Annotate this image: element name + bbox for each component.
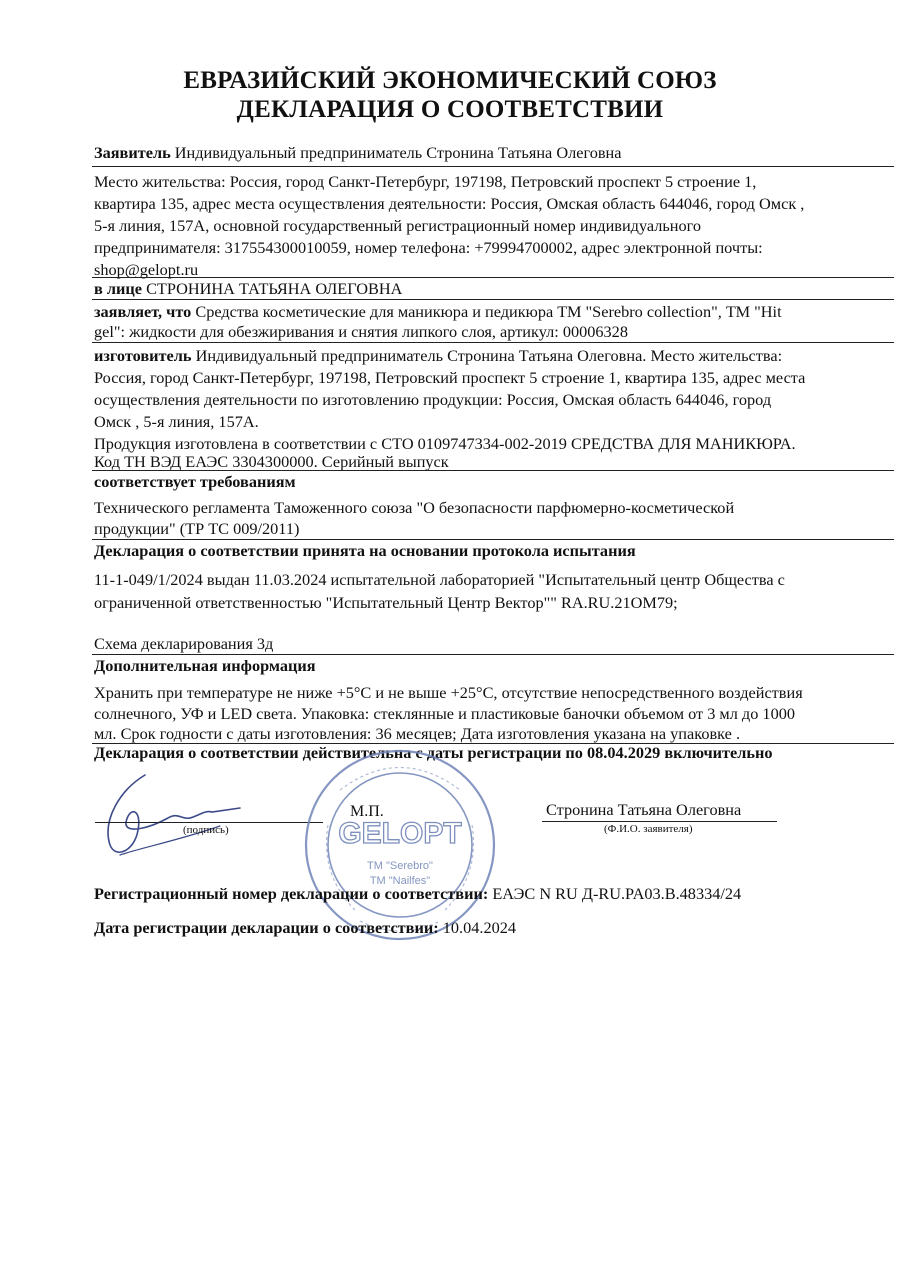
company-stamp xyxy=(300,745,500,945)
applicant-address-line: квартира 135, адрес места осуществления деятельности: Россия, Омская область 644046, город Омск , xyxy=(94,194,805,213)
divider xyxy=(92,299,894,300)
stamp-tm1: TM "Serebro" xyxy=(367,860,433,872)
applicant-line xyxy=(94,142,894,164)
divider xyxy=(92,166,894,167)
applicant-value: Индивидуальный предприниматель Стронина Татьяна Олеговна xyxy=(170,143,622,162)
validity-text: Декларация о соответствии действительна с даты регистрации по 08.04.2029 включительно xyxy=(94,743,773,762)
additional-label xyxy=(94,655,894,677)
manufacturer-line: Омск , 5-я линия, 157А. xyxy=(94,412,259,431)
additional-line: мл. Срок годности с даты изготовления: 36 месяцев; Дата изготовления указана на упаковке . xyxy=(94,724,741,743)
applicant-name: Стронина Татьяна Олеговна xyxy=(546,800,742,819)
seal-place-label: М.П. xyxy=(350,803,384,820)
applicant-address-line: 5-я линия, 157А, основной государственный регистрационный номер индивидуального xyxy=(94,216,702,235)
registration-number-line xyxy=(94,883,894,905)
applicant-address-line: Место жительства: Россия, город Санкт-Петербург, 197198, Петровский проспект 5 строение 1, xyxy=(94,172,757,191)
divider xyxy=(92,342,894,343)
stamp-tm2: TM "Nailfes" xyxy=(369,875,431,887)
representative-label: в лице xyxy=(94,279,142,298)
union-title: ЕВРАЗИЙСКИЙ ЭКОНОМИЧЕСКИЙ СОЮЗ xyxy=(183,67,717,94)
requirements-line: продукции" (ТР ТС 009/2011) xyxy=(94,519,300,538)
registration-number-label: Регистрационный номер декларации о соответствии: xyxy=(94,884,489,903)
requirements-label xyxy=(94,471,894,493)
registration-date-label: Дата регистрации декларации о соответствии: xyxy=(94,918,439,937)
declares-value: Средства косметические для маникюра и педикюра ТМ "Serebro collection", ТМ "Hit xyxy=(191,302,782,321)
declares-label: заявляет, что xyxy=(94,302,192,321)
registration-date-value: 10.04.2024 xyxy=(438,918,517,937)
name-caption: (Ф.И.О. заявителя) xyxy=(604,823,693,835)
manufacturer-label: изготовитель xyxy=(94,346,192,365)
requirements-label-text: соответствует требованиям xyxy=(94,472,296,491)
basis-line: ограниченной ответственностью "Испытательный Центр Вектор"" RA.RU.21ОМ79; xyxy=(94,593,678,612)
manufacturer-line: осуществления деятельности по изготовлению продукции: Россия, Омская область 644046, город xyxy=(94,390,772,409)
representative-line xyxy=(94,278,894,300)
document-title: ДЕКЛАРАЦИЯ О СООТВЕТСТВИИ xyxy=(236,96,664,123)
manufacturer-value: Индивидуальный предприниматель Стронина Татьяна Олеговна. Место жительства: xyxy=(191,346,783,365)
stamp-brand: GELOPT xyxy=(338,817,462,850)
additional-line: Хранить при температуре не ниже +5°С и не выше +25°С, отсутствие непосредственного воздействия xyxy=(94,683,803,702)
basis-line: 11-1-049/1/2024 выдан 11.03.2024 испытательной лабораторией "Испытательный центр Общества с xyxy=(94,570,785,589)
registration-number-value: ЕАЭС N RU Д-RU.PA03.B.48334/24 xyxy=(488,884,742,903)
additional-label-text: Дополнительная информация xyxy=(94,656,316,675)
registration-date-line xyxy=(94,917,894,939)
scheme-line: Схема декларирования 3д xyxy=(94,634,274,653)
applicant-address-line: предпринимателя: 317554300010059, номер телефона: +79994700002, адрес электронной почты: xyxy=(94,238,763,257)
manufacturer-line xyxy=(94,345,894,367)
representative-value: СТРОНИНА ТАТЬЯНА ОЛЕГОВНА xyxy=(142,279,403,298)
signature-caption: (подпись) xyxy=(183,824,229,836)
declares-line xyxy=(94,301,894,323)
additional-line: солнечного, УФ и LED света. Упаковка: стеклянные и пластиковые баночки объемом от 3 мл до 1000 xyxy=(94,704,795,723)
applicant-label: Заявитель xyxy=(94,143,171,162)
declares-line: gel": жидкости для обезжиривания и снятия липкого слоя, артикул: 00006328 xyxy=(94,322,628,341)
manufacturer-line: Код ТН ВЭД ЕАЭС 3304300000. Серийный выпуск xyxy=(94,452,449,471)
applicant-address-line: shop@gelopt.ru xyxy=(94,260,199,279)
requirements-line: Технического регламента Таможенного союза "О безопасности парфюмерно-косметической xyxy=(94,498,735,517)
signature-mark xyxy=(90,760,260,870)
manufacturer-line: Россия, город Санкт-Петербург, 197198, Петровский проспект 5 строение 1, квартира 135, адрес места xyxy=(94,368,806,387)
basis-label xyxy=(94,540,894,562)
basis-label-text: Декларация о соответствии принята на основании протокола испытания xyxy=(94,541,636,560)
manufacturer-line: Продукция изготовлена в соответствии с СТО 0109747334-002-2019 СРЕДСТВА ДЛЯ МАНИКЮРА. xyxy=(94,434,796,453)
